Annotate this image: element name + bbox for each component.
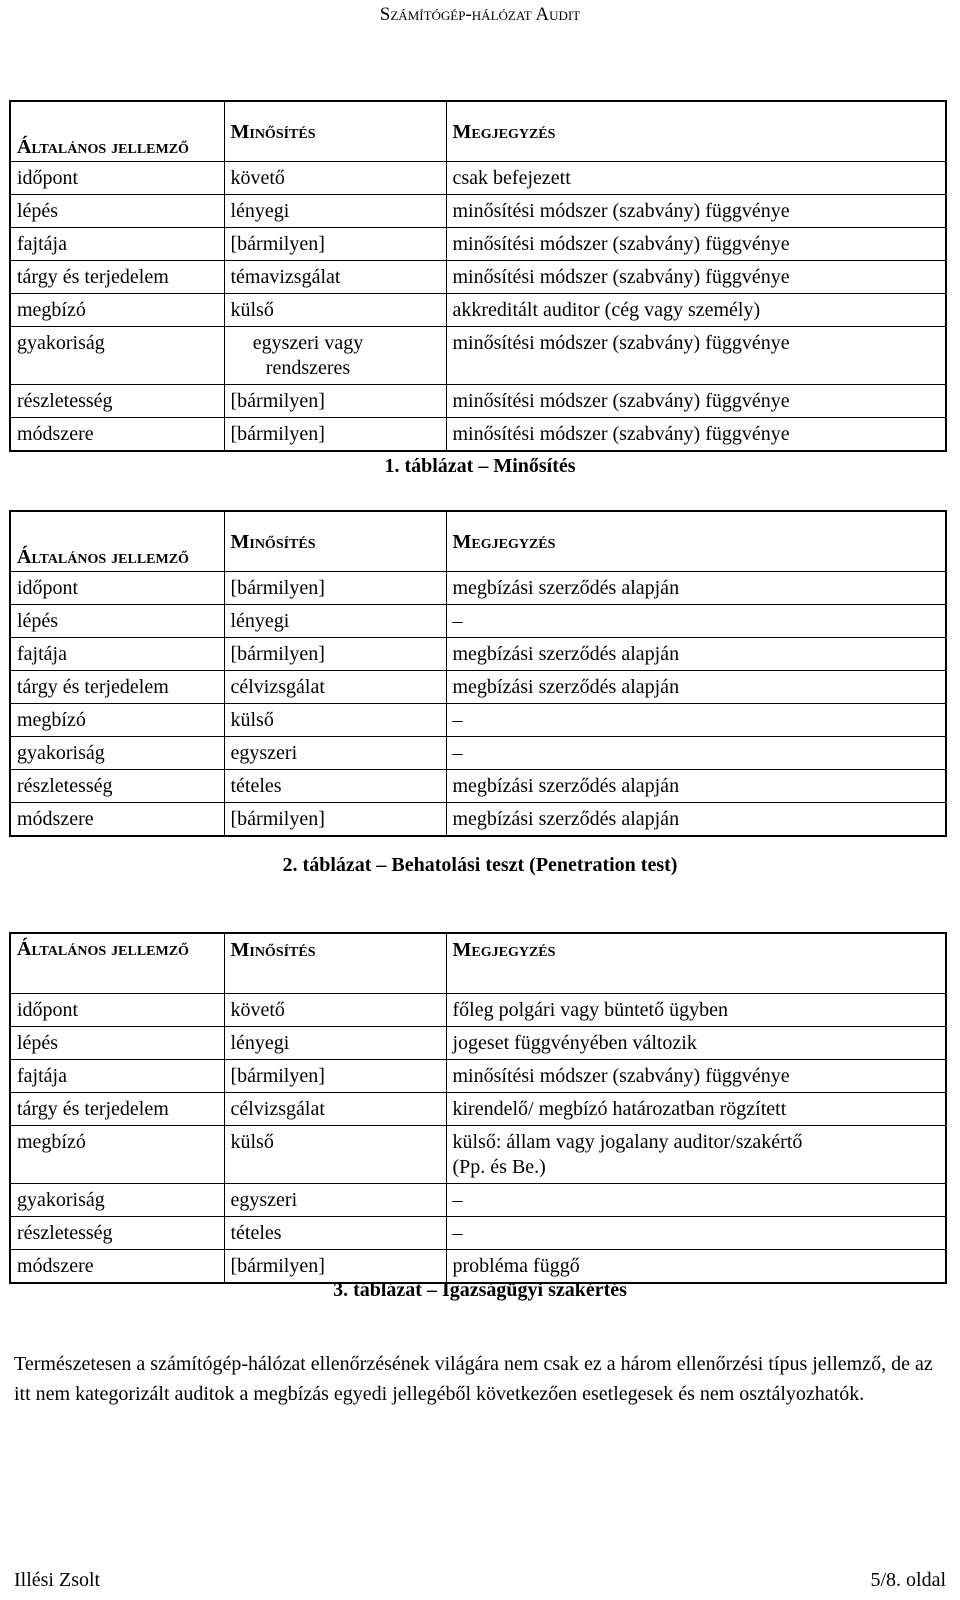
table-row [10,638,946,671]
footer-page-number: 5/8. oldal [870,1569,946,1591]
cell: [bármilyen] [224,1060,446,1093]
cell: minősítési módszer (szabvány) függvénye [446,228,946,261]
cell: minősítési módszer (szabvány) függvénye [446,385,946,418]
cell: [bármilyen] [224,418,446,452]
table-row [10,1217,946,1250]
table-row [10,1093,946,1126]
column-header-megjegyzes: Megjegyzés [446,101,946,162]
cell: lépés [10,1027,224,1060]
cell: minősítési módszer (szabvány) függvénye [446,327,946,385]
table-row [10,294,946,327]
cell: módszere [10,418,224,452]
cell: fajtája [10,1060,224,1093]
cell: tárgy és terjedelem [10,261,224,294]
cell: külső [224,1126,446,1184]
table-caption: 3. táblázat – Igazságügyi szakértés [333,1279,627,1301]
footer-author: Illési Zsolt [14,1569,101,1591]
table-row [10,327,946,385]
cell: módszere [10,803,224,837]
table-behatolasi-teszt [9,510,947,837]
table-caption: 2. táblázat – Behatolási teszt (Penetration test) [282,854,678,876]
table-row [10,418,946,452]
cell: megbízó [10,294,224,327]
cell: – [446,605,946,638]
cell: egyszeri [224,737,446,770]
table-row [10,385,946,418]
cell: lépés [10,605,224,638]
cell: főleg polgári vagy büntető ügyben [446,994,946,1027]
cell: csak befejezett [446,162,946,195]
cell: módszere [10,1250,224,1284]
column-header-minosites: Minősítés [224,511,446,572]
cell: követő [224,994,446,1027]
cell: részletesség [10,1217,224,1250]
cell: [bármilyen] [224,572,446,605]
cell: [bármilyen] [224,228,446,261]
table-minosites [9,100,947,452]
cell: lényegi [224,195,446,228]
cell: minősítési módszer (szabvány) függvénye [446,261,946,294]
cell: részletesség [10,385,224,418]
cell: megbízási szerződés alapján [446,803,946,837]
table-row [10,1060,946,1093]
cell: [bármilyen] [224,803,446,837]
cell: időpont [17,167,79,189]
cell: jogeset függvényében változik [446,1027,946,1060]
table-igazsagugyi-szakertes [9,932,947,1284]
cell: [bármilyen] [224,1250,446,1284]
cell: probléma függő [446,1250,946,1284]
cell: [bármilyen] [224,385,446,418]
cell: megbízási szerződés alapján [446,572,946,605]
cell: lényegi [224,1027,446,1060]
column-header-minosites: Minősítés [224,933,446,994]
column-header-minosites: Minősítés [224,101,446,162]
cell: időpont [17,999,79,1021]
cell: külső: állam vagy jogalany auditor/szakértő (Pp. és Be.) [446,1126,946,1184]
column-header-jellemzo: Általános jellemző [17,136,189,158]
page-header: Számítógép-hálózat Audit [379,4,581,25]
table-row [10,162,946,195]
cell: külső [224,704,446,737]
cell: minősítési módszer (szabvány) függvénye [446,195,946,228]
cell: tételes [224,770,446,803]
cell: megbízó [10,704,224,737]
column-header-jellemzo: Általános jellemző [17,546,189,568]
column-header-megjegyzes: Megjegyzés [446,511,946,572]
table-row [10,803,946,837]
column-header-megjegyzes: Megjegyzés [446,933,946,994]
table-row [10,1027,946,1060]
table-row [10,770,946,803]
cell: minősítési módszer (szabvány) függvénye [446,418,946,452]
cell: megbízó [10,1126,224,1184]
cell: gyakoriság [10,327,224,385]
cell: tárgy és terjedelem [10,1093,224,1126]
table-row [10,1184,946,1217]
cell: – [446,1217,946,1250]
cell: célvizsgálat [224,1093,446,1126]
cell: kirendelő/ megbízó határozatban rögzített [446,1093,946,1126]
cell: egyszeri vagy rendszeres [224,327,446,385]
table-row [10,1126,946,1184]
cell: követő [224,162,446,195]
cell: tételes [224,1217,446,1250]
cell: tárgy és terjedelem [10,671,224,704]
table-row [10,261,946,294]
column-header-jellemzo: Általános jellemző [17,938,189,960]
cell: fajtája [10,638,224,671]
cell: minősítési módszer (szabvány) függvénye [446,1060,946,1093]
table-row [10,228,946,261]
cell: gyakoriság [10,1184,224,1217]
body-paragraph: Természetesen a számítógép-hálózat ellenőrzésének világára nem csak ez a három ellenőrzési típus jellemző, de az itt nem kategorizált auditok a megbízás egyedi jellegéből következően esetlegesek és nem osztályozhatók. [14,1353,933,1405]
table-row [10,195,946,228]
cell: külső [224,294,446,327]
cell: megbízási szerződés alapján [446,671,946,704]
cell: – [446,704,946,737]
cell: részletesség [10,770,224,803]
cell: célvizsgálat [224,671,446,704]
cell: – [446,1184,946,1217]
table-row [10,737,946,770]
cell: egyszeri [224,1184,446,1217]
table-row [10,994,946,1027]
table-row [10,704,946,737]
cell: – [446,737,946,770]
cell: megbízási szerződés alapján [446,638,946,671]
cell: gyakoriság [10,737,224,770]
table-row [10,671,946,704]
cell: fajtája [10,228,224,261]
table-row [10,605,946,638]
cell: időpont [17,577,79,599]
cell: lépés [10,195,224,228]
cell: akkreditált auditor (cég vagy személy) [446,294,946,327]
cell: [bármilyen] [224,638,446,671]
table-row [10,572,946,605]
cell: témavizsgálat [224,261,446,294]
cell: megbízási szerződés alapján [446,770,946,803]
table-caption: 1. táblázat – Minősítés [384,455,576,477]
cell: lényegi [224,605,446,638]
